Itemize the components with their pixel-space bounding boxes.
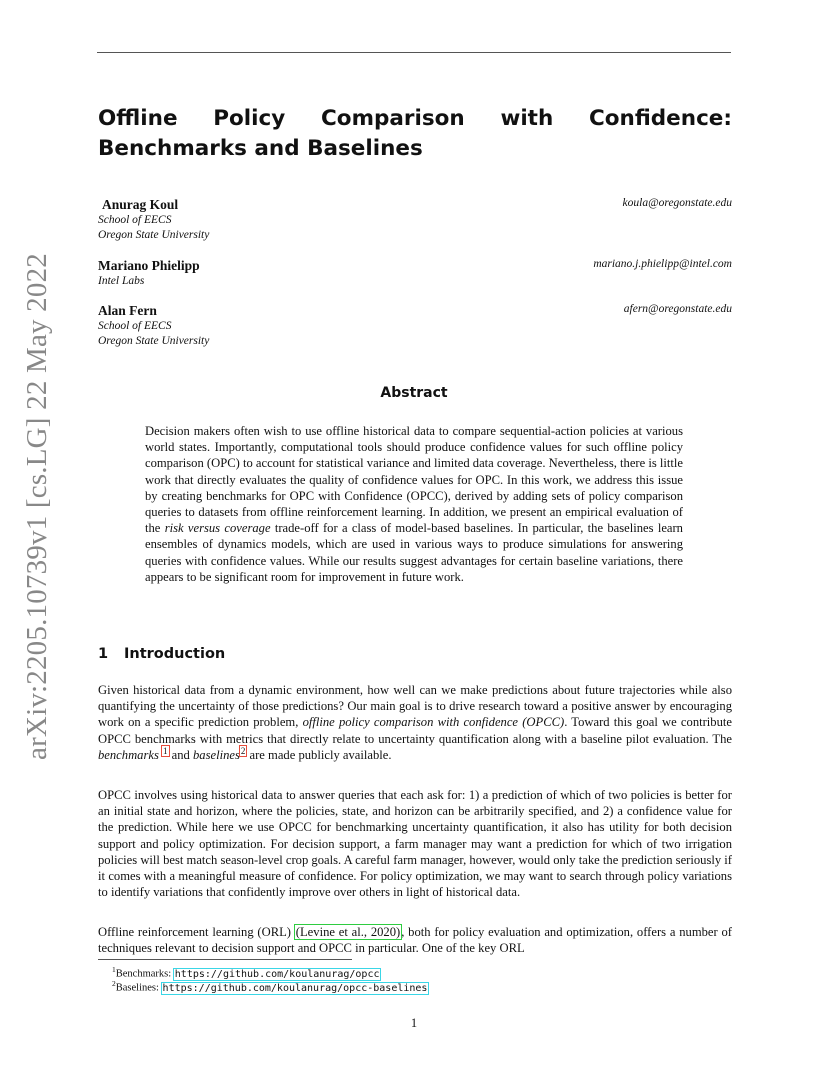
author-name: Anurag Koul — [102, 197, 179, 212]
paragraph-text: Given historical data from a dynamic environment, how well can we make predictions about future trajectories while also quantifying the uncertainty of those predictions? Our main goal is to drive research toward a positive answer by encouraging work on a specific prediction problem, — [98, 683, 732, 730]
footnote-link[interactable]: 2 — [240, 745, 246, 756]
footnote-label: Baselines: — [115, 982, 162, 994]
footnote-link[interactable]: 1 — [163, 745, 168, 756]
footnote-mark: 2 — [112, 979, 116, 988]
header-rule — [97, 52, 731, 53]
section-number: 1 — [98, 646, 109, 662]
footnote-rule — [98, 959, 352, 960]
footnote-mark: 1 — [112, 965, 116, 974]
section-title: Introduction — [124, 646, 226, 662]
author-affiliation: Oregon State University — [98, 335, 210, 347]
abstract-text — [145, 423, 683, 585]
paragraph: OPCC involves using historical data to answer queries that each ask for: 1) a prediction of which of two policies is better for an initial state and horizon, where the policies, state, and horizon can be arbitrarily specified, and 2) a confidence value for the prediction. While here we use OPCC for benchmarking uncertainty quantification, it also has utility for both decision support and policy optimization. For decision support, a farm manager may want a prediction for which of two irrigation policies will best match season-level crop goals. A careful farm manager, however, would only take the prediction seriously if it comes with a meaningful measure of confidence. For policy optimization, we may want to search through policy variations to identify variations that confidently improve over others in light of historical data. — [98, 788, 732, 900]
emphasis-text: offline policy comparison with confidence (OPCC) — [302, 715, 565, 730]
paragraph-text: . Toward this goal we contribute OPCC benchmarks with metrics that directly relate to uncertainty quantification along with a baseline pilot evaluation. The — [98, 715, 732, 746]
abstract-heading: Abstract — [380, 385, 448, 401]
author-affiliation: Oregon State University — [98, 229, 210, 241]
citation-link[interactable]: (Levine et al., 2020) — [295, 925, 401, 939]
paragraph-text: , both for policy evaluation and optimization, offers a number of techniques relevant to decision support and OPCC in particular. One of the key ORL — [98, 925, 732, 956]
author-email[interactable]: mariano.j.phielipp@intel.com — [593, 258, 732, 270]
paragraph — [98, 924, 732, 956]
author-name: Mariano Phielipp — [98, 258, 200, 273]
paragraph-text: Offline reinforcement learning (ORL) — [98, 925, 295, 939]
arxiv-stamp: arXiv:2205.10739v1 [cs.LG] 22 May 2022 — [21, 253, 53, 760]
footnote-url-link[interactable]: https://github.com/koulanurag/opcc-baselines — [162, 982, 428, 994]
author-email[interactable]: koula@oregonstate.edu — [622, 197, 732, 209]
paragraph-text: and — [168, 747, 193, 762]
abstract-emphasis: risk versus coverage — [164, 521, 271, 536]
footnote-url-link[interactable]: https://github.com/koulanurag/opcc — [174, 968, 380, 980]
page-number: 1 — [410, 1016, 418, 1030]
author-affiliation: School of EECS — [98, 320, 172, 332]
paper-title: Offline Policy Comparison with Confidence: Benchmarks and Baselines — [98, 106, 732, 161]
author-affiliation: School of EECS — [98, 214, 172, 226]
abstract-text-part: Decision makers often wish to use offline historical data to compare sequential-action policies at various world states. Importantly, computational tools should produce confidence values for such offline policy comparison (OPC) to account for statistical variance and limited data coverage. Nevertheless, there is little work that directly evaluates the quality of confidence values for OPC. In this work, we address this issue by creating benchmarks for OPC with Confidence (OPCC), derived by adding sets of policy comparison queries to datasets from offline reinforcement learning. In addition, we present an empirical evaluation of the — [145, 424, 683, 536]
author-name: Alan Fern — [98, 303, 157, 318]
author-block — [98, 258, 732, 289]
paragraph — [98, 682, 732, 763]
paragraph-text: are made publicly available. — [246, 747, 392, 762]
author-block — [98, 197, 732, 243]
author-affiliation: Intel Labs — [98, 275, 145, 287]
author-email[interactable]: afern@oregonstate.edu — [623, 303, 732, 315]
emphasis-text: baselines — [193, 747, 240, 762]
author-block — [98, 303, 732, 349]
abstract-text-part: trade-off for a class of model-based baselines. In particular, the baselines learn ensembles of dynamics models, which are used in various ways to produce simulations for answering queries with confidence values. While our results suggest advantages for certain baseline variations, there appears to be significant room for improvement in future work. — [145, 521, 683, 584]
section-heading — [98, 646, 225, 662]
emphasis-text: benchmarks — [98, 747, 159, 762]
footnote-label: Benchmarks: — [115, 968, 174, 980]
footnote — [112, 977, 428, 995]
